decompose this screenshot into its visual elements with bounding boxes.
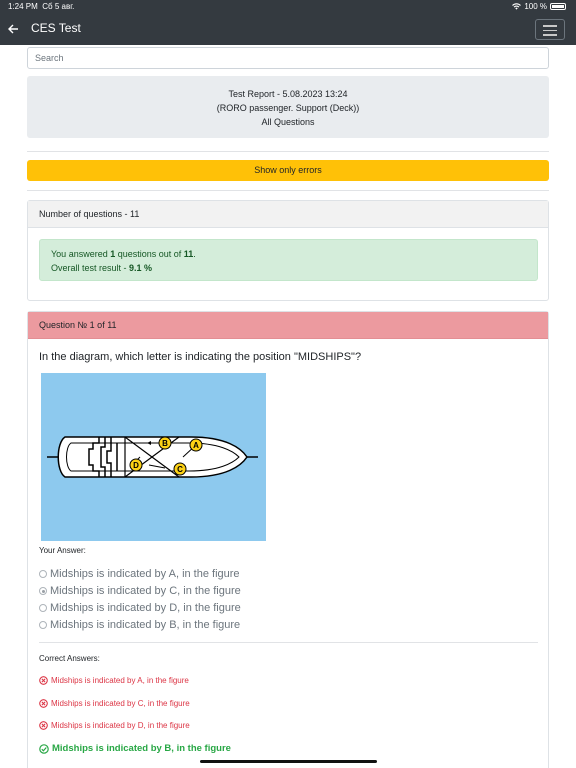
check-circle-icon	[39, 744, 49, 754]
x-circle-icon	[39, 721, 48, 730]
radio-button[interactable]	[39, 621, 47, 629]
report-scope: All Questions	[261, 117, 315, 127]
navbar	[0, 14, 576, 45]
option-label: Midships is indicated by A, in the figure	[50, 568, 240, 580]
menu-button[interactable]	[535, 19, 565, 40]
battery-label: 100 %	[524, 2, 547, 11]
answered-text: You answered 1 questions out of 11.	[51, 249, 196, 259]
answer-option[interactable]	[39, 568, 240, 580]
x-circle-icon	[39, 676, 48, 685]
question-header: Question № 1 of 11	[28, 312, 548, 339]
report-subtitle: (RORO passenger. Support (Deck))	[216, 103, 360, 113]
correct-answer-text: Midships is indicated by C, in the figure	[51, 699, 190, 708]
hamburger-icon	[543, 25, 557, 27]
question-card	[27, 311, 549, 768]
diagram-label-a	[190, 439, 202, 451]
answer-option[interactable]	[39, 585, 241, 597]
x-circle-icon	[39, 699, 48, 708]
divider	[27, 151, 549, 152]
test-report-info	[27, 76, 549, 138]
correct-answer-text: Midships is indicated by B, in the figure	[52, 743, 231, 754]
arrow-left-icon[interactable]	[7, 19, 21, 39]
correct-answer-text: Midships is indicated by D, in the figure	[51, 721, 190, 730]
summary-card	[27, 200, 549, 301]
status-right	[512, 2, 566, 11]
status-time: 1:24 PM Сб 5 авг.	[8, 2, 75, 11]
answer-option[interactable]	[39, 619, 240, 631]
correct-answer-item	[39, 743, 231, 754]
diagram-label-b	[159, 437, 171, 449]
radio-button[interactable]	[39, 570, 47, 578]
diagram-label-d	[130, 459, 142, 471]
option-label: Midships is indicated by D, in the figure	[50, 602, 241, 614]
ship-diagram	[41, 373, 266, 541]
option-label: Midships is indicated by C, in the figure	[50, 585, 241, 597]
svg-text:B: B	[162, 439, 168, 448]
correct-answer-item	[39, 721, 190, 730]
correct-answer-text: Midships is indicated by A, in the figure	[51, 676, 189, 685]
answer-option[interactable]	[39, 602, 241, 614]
divider	[27, 190, 549, 191]
report-title: Test Report - 5.08.2023 13:24	[228, 89, 348, 99]
search-input[interactable]	[27, 47, 549, 69]
app-title: CES Test	[31, 21, 81, 35]
show-only-errors-button[interactable]: Show only errors	[27, 160, 549, 181]
diagram-label-c	[174, 463, 186, 475]
option-label: Midships is indicated by B, in the figure	[50, 619, 241, 631]
svg-text:A: A	[193, 441, 199, 450]
your-answer-label: Your Answer:	[39, 546, 86, 555]
svg-text:C: C	[177, 465, 183, 474]
svg-text:D: D	[133, 461, 139, 470]
correct-answers-label: Correct Answers:	[39, 654, 100, 663]
question-text: In the diagram, which letter is indicating the position "MIDSHIPS"?	[39, 351, 362, 363]
home-indicator[interactable]	[200, 760, 377, 763]
radio-button-selected[interactable]	[39, 587, 47, 595]
overall-result-text: Overall test result - 9.1 %	[51, 263, 153, 273]
correct-answer-item	[39, 676, 189, 685]
status-bar	[0, 0, 576, 14]
wifi-icon	[512, 3, 521, 10]
correct-answer-item	[39, 699, 190, 708]
radio-button[interactable]	[39, 604, 47, 612]
result-alert	[39, 239, 538, 281]
question-count-header: Number of questions - 11	[28, 201, 548, 228]
battery-icon	[550, 3, 566, 10]
divider	[39, 642, 538, 643]
